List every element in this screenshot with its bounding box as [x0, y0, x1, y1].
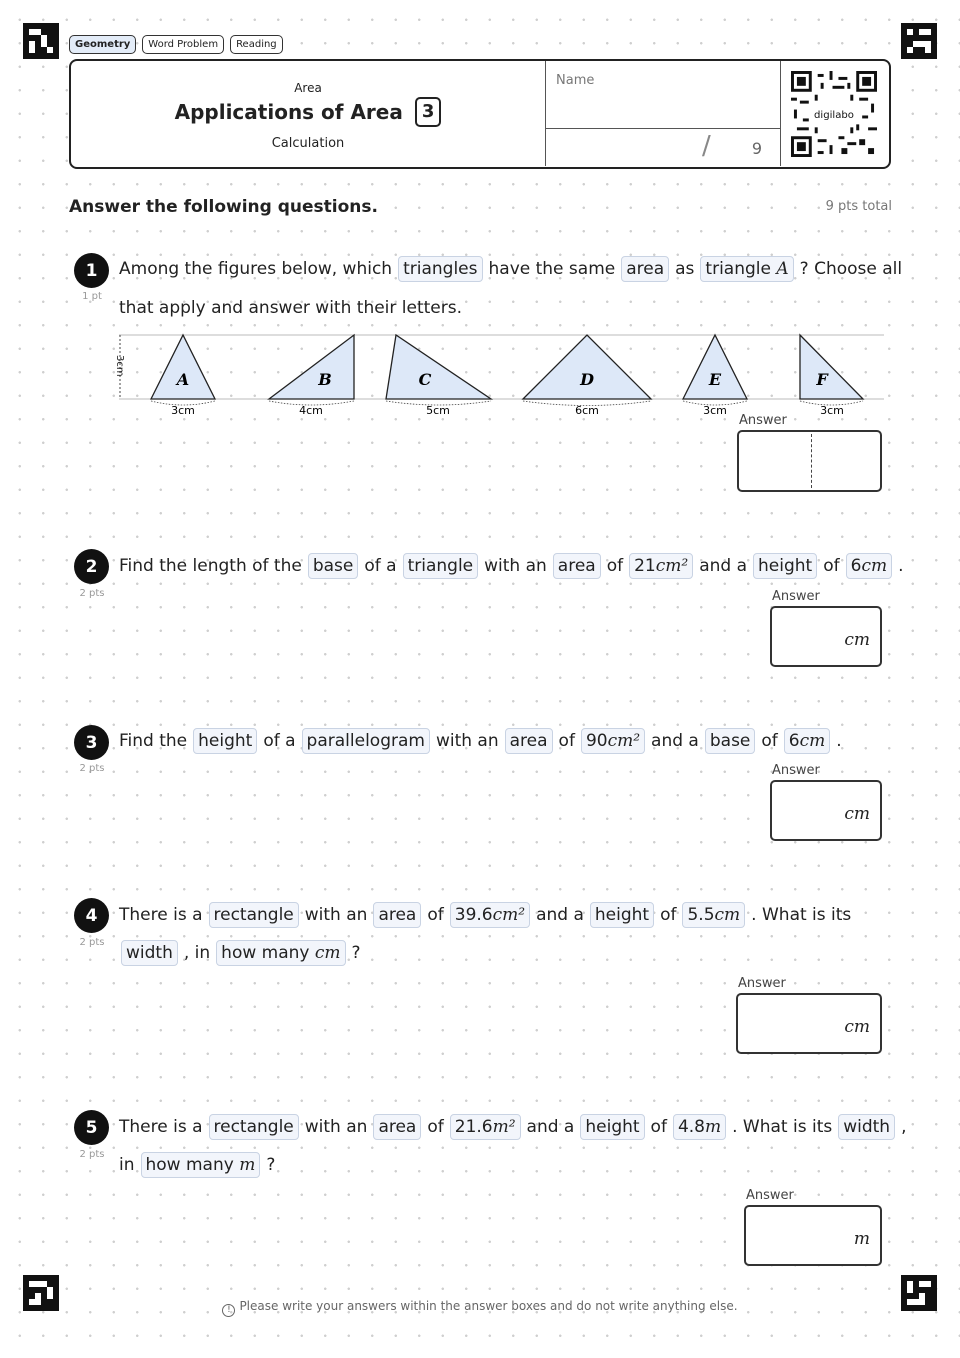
- tag-geometry: Geometry: [69, 35, 136, 54]
- info-icon: !: [222, 1304, 235, 1317]
- q4-height-unit: cm: [714, 905, 741, 925]
- q5-text-f2: ,: [901, 1117, 907, 1137]
- q2-height-num: 6: [850, 556, 862, 576]
- q3-answer-label: Answer: [772, 763, 820, 778]
- q3-keyword-area: area: [505, 728, 553, 754]
- triangle-d-base: 6cm: [575, 404, 599, 417]
- q5-area-num: 21.6: [454, 1117, 493, 1137]
- q2-text-g: .: [898, 556, 904, 576]
- q4-area-num: 39.6: [454, 905, 493, 925]
- q3-text-f: of: [761, 731, 778, 751]
- q4-text-f: . What is its: [751, 905, 852, 925]
- q2-answer-unit: cm: [844, 630, 870, 650]
- q2-text-d: of: [606, 556, 624, 576]
- question-3-number: 3: [74, 725, 109, 760]
- question-4-line-2: [119, 940, 365, 966]
- question-4-points: 2 pts: [79, 937, 105, 948]
- q4-text-h: ?: [351, 943, 361, 963]
- triangle-b-letter: B: [318, 370, 332, 389]
- q4-text-e: of: [660, 905, 677, 925]
- q5-text-c: of: [427, 1117, 444, 1137]
- q4-answer-box[interactable]: [736, 993, 882, 1054]
- q5-text-b: with an: [304, 1117, 368, 1137]
- title-number-badge: 3: [415, 97, 442, 127]
- q4-answer-label: Answer: [738, 976, 786, 991]
- q5-text-d: and a: [526, 1117, 575, 1137]
- triangle-d-letter: D: [580, 370, 594, 389]
- question-5-number: 5: [74, 1110, 109, 1145]
- q5-keyword-how-many: [141, 1152, 261, 1178]
- q1-answer-divider: [811, 434, 812, 488]
- q4-answer-unit: cm: [844, 1017, 870, 1037]
- name-score-area: [545, 61, 781, 166]
- q5-text-g: in: [119, 1155, 135, 1175]
- q1-text-c: as: [675, 259, 695, 279]
- q4-area-unit: cm²: [492, 905, 526, 925]
- q2-height-value: [846, 553, 892, 579]
- q4-text-b: with an: [304, 905, 368, 925]
- q3-text-a: Find the: [119, 731, 188, 751]
- q2-text-c: with an: [484, 556, 547, 576]
- triangle-f-base: 3cm: [820, 404, 844, 417]
- q4-keyword-width: width: [121, 940, 178, 966]
- question-5-points: 2 pts: [79, 1149, 105, 1160]
- q5-height-unit: m: [704, 1117, 722, 1137]
- page-title: [71, 97, 545, 127]
- q4-text-a: There is a: [119, 905, 203, 925]
- score-slash: /: [702, 131, 711, 161]
- triangle-b-base: 4cm: [299, 404, 323, 417]
- header-subtitle: Calculation: [271, 136, 345, 151]
- triangle-a: [151, 335, 215, 417]
- q1-text-line2: that apply and answer with their letters.: [119, 298, 463, 318]
- q1-answer-box[interactable]: [737, 430, 882, 492]
- q2-text-f: of: [823, 556, 840, 576]
- q5-answer-label: Answer: [746, 1188, 794, 1203]
- triangle-e-letter: E: [708, 370, 722, 389]
- question-1-number: 1: [74, 253, 109, 288]
- triangle-c-base: 5cm: [426, 404, 450, 417]
- height-label: 3cm: [114, 355, 125, 377]
- q4-area-value: [450, 902, 530, 928]
- tag-reading: Reading: [230, 35, 283, 54]
- q5-keyword-height: height: [580, 1114, 644, 1140]
- q3-keyword-parallelogram: parallelogram: [302, 728, 430, 754]
- triangle-e-base: 3cm: [703, 404, 727, 417]
- corner-marker-top-left: [23, 23, 59, 59]
- q3-text-b: of a: [263, 731, 296, 751]
- header-title-area: [71, 61, 545, 166]
- q4-text-d: and a: [536, 905, 584, 925]
- qr-logo-text: digilabo: [814, 109, 854, 121]
- question-5-line-2: [119, 1152, 279, 1178]
- q2-keyword-height: height: [753, 553, 817, 579]
- corner-marker-top-right: [901, 23, 937, 59]
- q3-text-e: and a: [651, 731, 699, 751]
- triangle-c-letter: C: [418, 370, 432, 389]
- q1-answer-label: Answer: [739, 413, 787, 428]
- q5-text-a: There is a: [119, 1117, 203, 1137]
- question-5-line-1: [119, 1114, 910, 1140]
- question-4-line-1: [119, 902, 855, 928]
- q3-text-g: .: [836, 731, 842, 751]
- q1-text-d: ? Choose all: [799, 259, 903, 279]
- q2-answer-box[interactable]: [770, 606, 882, 667]
- triangle-b: [269, 335, 354, 417]
- question-1-line-2: [119, 298, 466, 318]
- q4-keyword-rectangle: rectangle: [209, 902, 299, 928]
- triangle-f-letter: F: [816, 370, 828, 389]
- q4-keyword-how-many: [216, 940, 345, 966]
- q2-area-num: 21: [634, 556, 656, 576]
- q4-how-many-text: how many: [221, 943, 310, 963]
- q1-text-a: Among the figures below, which: [119, 259, 393, 279]
- score-total: 9: [751, 139, 762, 158]
- q2-keyword-triangle: triangle: [403, 553, 479, 579]
- footer-note: [0, 1299, 960, 1317]
- q3-area-num: 90: [585, 731, 608, 751]
- q3-answer-box[interactable]: [770, 780, 882, 841]
- q4-keyword-height: height: [590, 902, 654, 928]
- q2-keyword-base: base: [308, 553, 359, 579]
- q5-height-value: [673, 1114, 726, 1140]
- q5-text-e: of: [650, 1117, 667, 1137]
- q5-how-many-text: how many: [145, 1155, 234, 1175]
- triangle-c: [386, 335, 491, 417]
- question-2-text: [119, 553, 908, 579]
- q1-triangle-word: triangle: [705, 259, 771, 279]
- question-1-points: 1 pt: [82, 291, 102, 302]
- qr-code-icon: [791, 71, 877, 157]
- q2-text-e: and a: [699, 556, 748, 576]
- q1-keyword-area: area: [621, 256, 669, 282]
- q3-answer-unit: cm: [844, 804, 870, 824]
- q5-how-many-unit: m: [239, 1155, 256, 1175]
- question-4-number: 4: [74, 898, 109, 933]
- q2-text-a: Find the length of the: [119, 556, 302, 576]
- q3-keyword-height: height: [193, 728, 257, 754]
- footer-text: Please write your answers within the answer boxes and do not write anything else.: [239, 1299, 738, 1313]
- q4-height-value: [682, 902, 745, 928]
- q4-keyword-area: area: [373, 902, 421, 928]
- question-1-line-1: [119, 256, 906, 282]
- question-3-text: [119, 728, 846, 754]
- q1-keyword-triangles: triangles: [398, 256, 482, 282]
- triangle-f: [800, 335, 863, 417]
- tag-list: [69, 35, 283, 54]
- q3-text-c: with an: [435, 731, 499, 751]
- q3-area-unit: cm²: [607, 731, 641, 751]
- tag-word-problem: Word Problem: [142, 35, 224, 54]
- q3-text-d: of: [558, 731, 575, 751]
- q4-height-num: 5.5: [687, 905, 715, 925]
- q1-text-b: have the same: [488, 259, 616, 279]
- q5-keyword-area: area: [373, 1114, 421, 1140]
- worksheet-header: [69, 59, 891, 169]
- q5-keyword-rectangle: rectangle: [209, 1114, 299, 1140]
- q5-height-num: 4.8: [677, 1117, 705, 1137]
- q2-height-unit: cm: [861, 556, 888, 576]
- triangle-a-letter: A: [176, 370, 190, 389]
- q5-text-h: ?: [266, 1155, 276, 1175]
- name-divider: [546, 128, 780, 129]
- q3-area-value: [581, 728, 645, 754]
- q1-triangle-letter: A: [776, 259, 789, 279]
- total-points: 9 pts total: [825, 199, 892, 214]
- q4-text-g: , in: [183, 943, 211, 963]
- q5-keyword-width: width: [838, 1114, 895, 1140]
- q2-area-unit: cm²: [655, 556, 689, 576]
- q4-text-c: of: [427, 905, 444, 925]
- triangle-d: [523, 335, 651, 417]
- q5-answer-unit: m: [853, 1229, 870, 1249]
- q5-area-unit: m²: [492, 1117, 516, 1137]
- triangle-e: [683, 335, 747, 417]
- q2-text-b: of a: [364, 556, 397, 576]
- q5-text-f: . What is its: [732, 1117, 833, 1137]
- name-label: Name: [556, 73, 595, 88]
- q3-base-num: 6: [788, 731, 800, 751]
- q2-area-value: [629, 553, 693, 579]
- q1-keyword-triangle-a: [700, 256, 793, 282]
- q5-answer-box[interactable]: [744, 1205, 882, 1266]
- question-2-points: 2 pts: [79, 588, 105, 599]
- q5-area-value: [450, 1114, 521, 1140]
- q2-keyword-area: area: [553, 553, 601, 579]
- q4-how-many-unit: cm: [314, 943, 341, 963]
- q2-answer-label: Answer: [772, 589, 820, 604]
- title-text: Applications of Area: [174, 100, 403, 124]
- q1-triangles-figure: [116, 330, 888, 420]
- header-topic: Area: [294, 81, 322, 95]
- q3-base-unit: cm: [799, 731, 826, 751]
- triangle-a-base: 3cm: [171, 404, 195, 417]
- question-3-points: 2 pts: [79, 763, 105, 774]
- q3-base-value: [784, 728, 830, 754]
- instruction-text: Answer the following questions.: [69, 197, 382, 217]
- question-2-number: 2: [74, 549, 109, 584]
- q3-keyword-base: base: [705, 728, 756, 754]
